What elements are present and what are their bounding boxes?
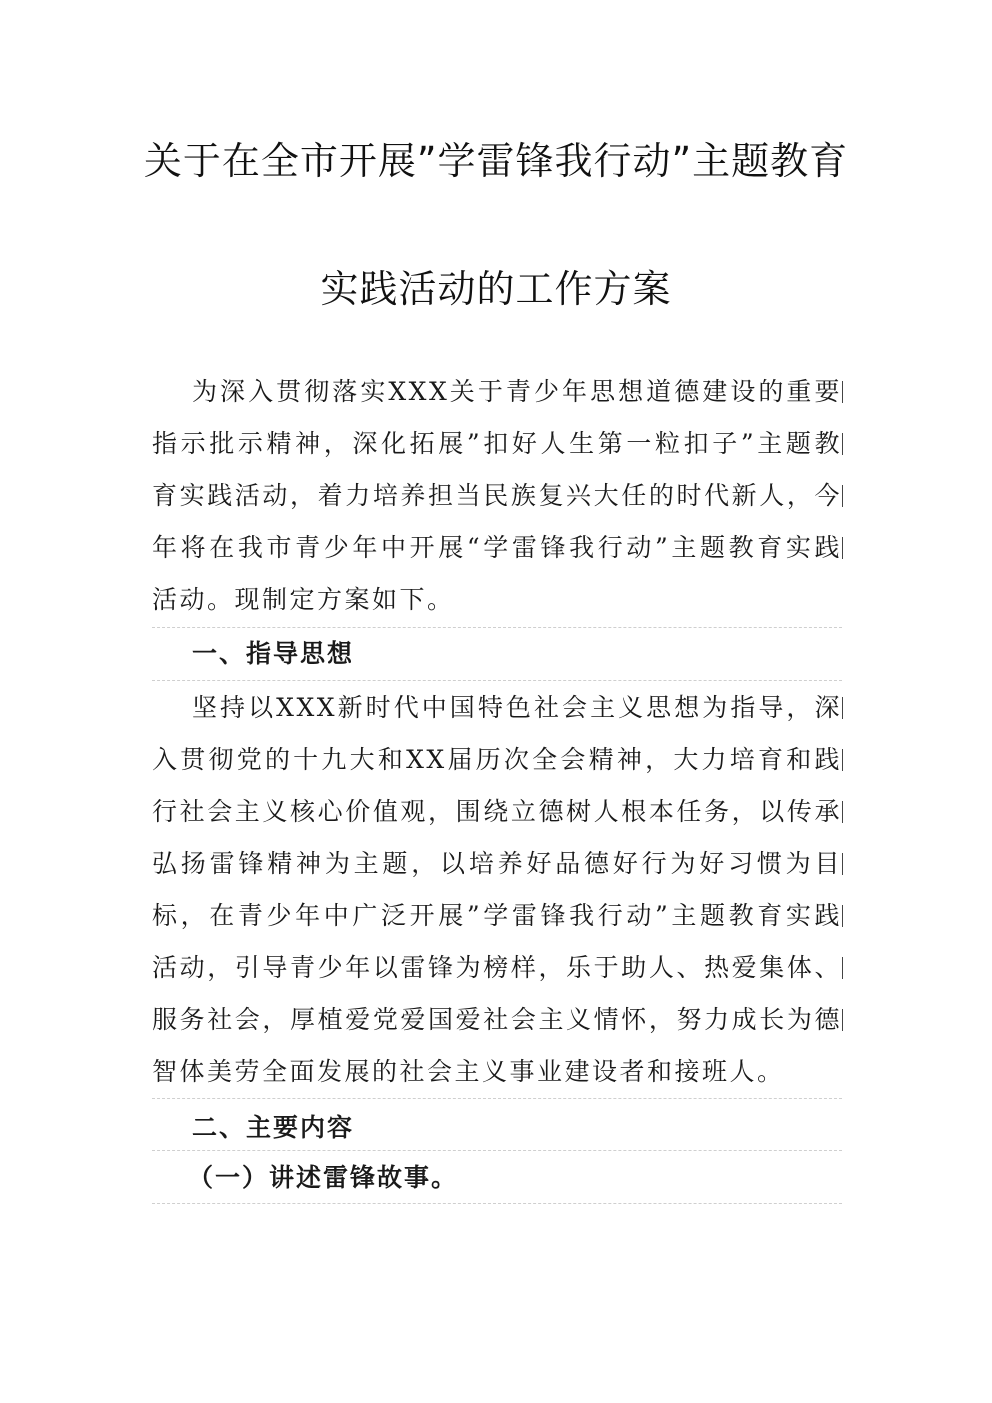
margin-mark [842, 853, 843, 875]
paragraph-divider [152, 1150, 842, 1151]
document-title-line-2: 实践活动的工作方案 [320, 267, 672, 311]
paragraph-divider [152, 1098, 842, 1099]
margin-mark [842, 433, 843, 455]
margin-mark [842, 749, 843, 771]
paragraph-divider [152, 1203, 842, 1204]
section-heading-guiding-ideology: 一、指导思想 [192, 639, 355, 668]
margin-mark [842, 905, 843, 927]
paragraph-divider [152, 627, 842, 628]
margin-mark [842, 801, 843, 823]
intro-paragraph: 为深入贯彻落实XXX关于青少年思想道德建设的重要指示批示精神，深化拓展”扣好人生第一粒扣子”主题教育实践活动，着力培养担当民族复兴大任的时代新人，今年将在我市青少年中开展“学雷锋我行动”主题教育实践活动。现制定方案如下。 [152, 377, 842, 614]
margin-mark [842, 1009, 843, 1031]
section-heading-main-content: 二、主要内容 [192, 1113, 355, 1142]
guiding-ideology-paragraph: 坚持以XXX新时代中国特色社会主义思想为指导，深入贯彻党的十九大和XX届历次全会精神，大力培育和践行社会主义核心价值观，围绕立德树人根本任务，以传承弘扬雷锋精神为主题，以培养好品德好行为好习惯为目标，在青少年中广泛开展”学雷锋我行动”主题教育实践活动，引导青少年以雷锋为榜样，乐于助人、热爱集体、服务社会，厚植爱党爱国爱社会主义情怀，努力成长为德智体美劳全面发展的社会主义事业建设者和接班人。 [152, 693, 842, 1086]
subsection-heading-lei-feng-stories: （一）讲述雷锋故事。 [188, 1163, 459, 1192]
paragraph-divider [152, 680, 842, 681]
margin-mark [842, 537, 843, 559]
margin-mark [842, 381, 843, 403]
document-title-line-1: 关于在全市开展”学雷锋我行动”主题教育 [143, 139, 849, 183]
margin-mark [842, 957, 843, 979]
margin-mark [842, 485, 843, 507]
margin-mark [842, 697, 843, 719]
